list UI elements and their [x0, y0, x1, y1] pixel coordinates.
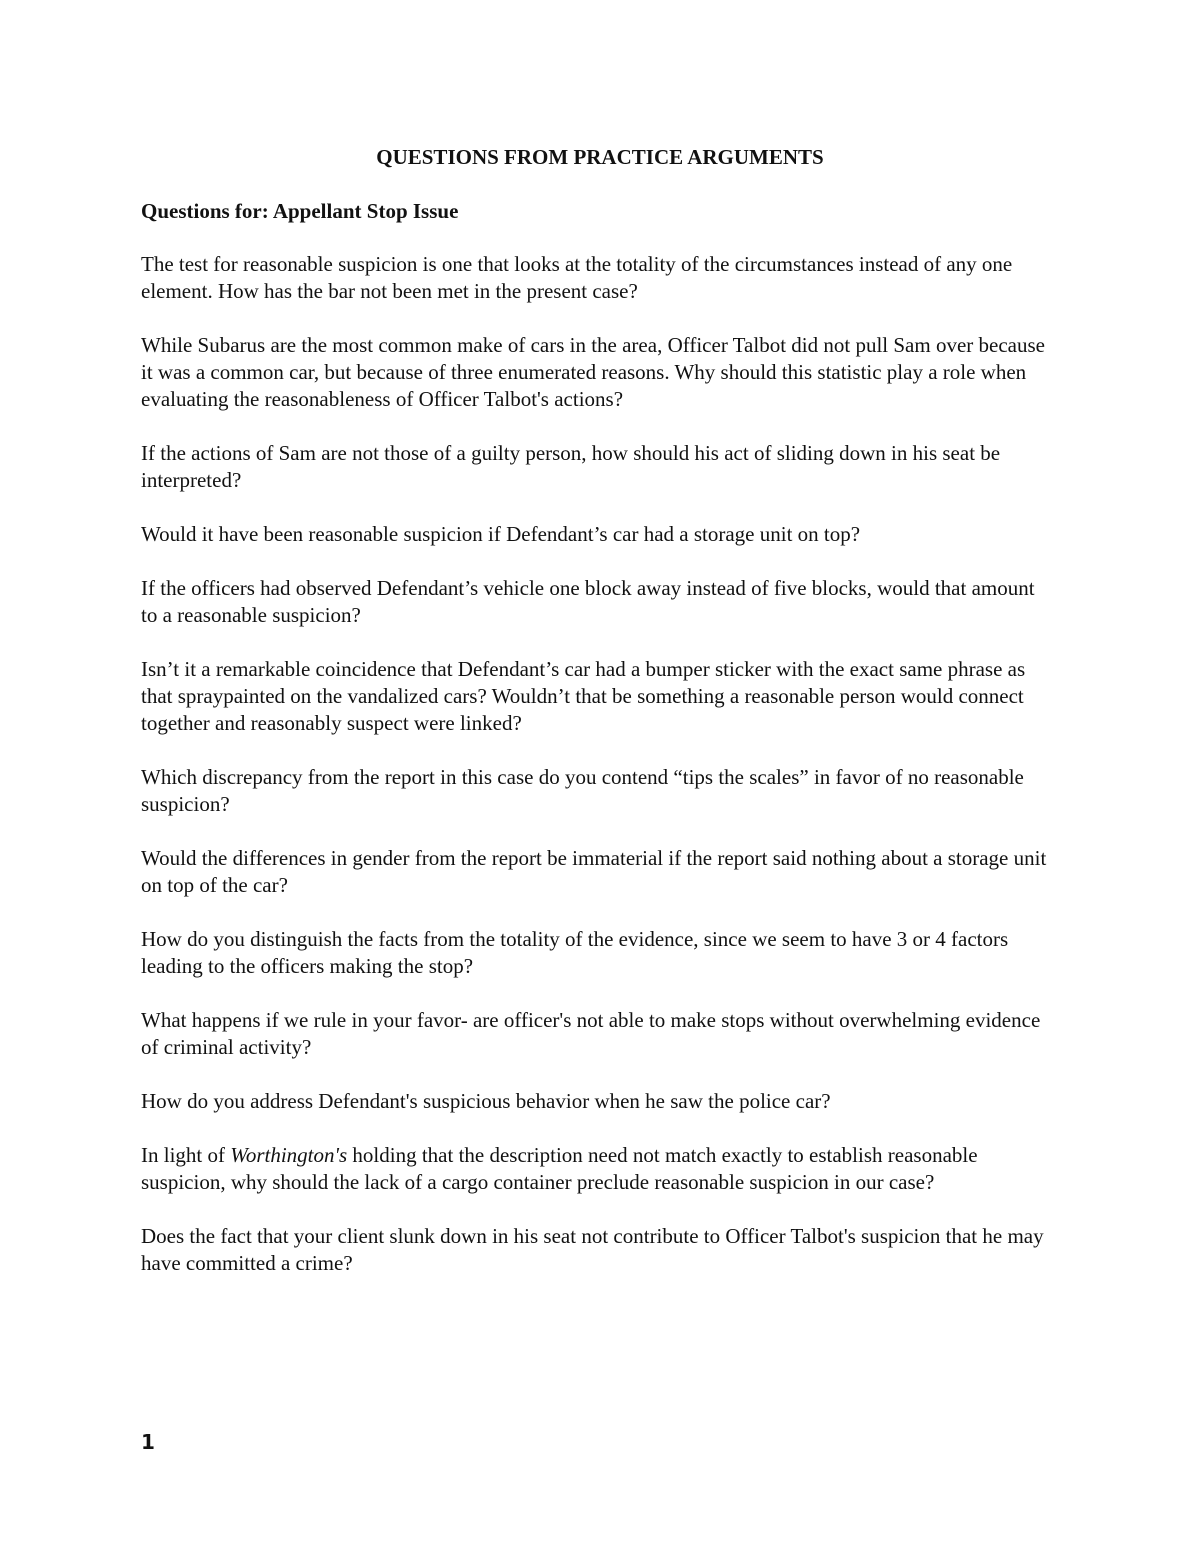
question-item: Isn’t it a remarkable coincidence that Defendant’s car had a bumper sticker with the exact same phrase as that spraypainted on the vandalized cars? Wouldn’t that be something a reasonable person would connect together and reasonably suspect were linked?: [141, 657, 1026, 735]
question-item: How do you address Defendant's suspicious behavior when he saw the police car?: [141, 1089, 831, 1113]
question-text: In light of: [141, 1143, 231, 1167]
question-item: What happens if we rule in your favor- are officer's not able to make stops without overwhelming evidence of criminal activity?: [141, 1008, 1041, 1059]
question-item: While Subarus are the most common make of cars in the area, Officer Talbot did not pull Sam over because it was a common car, but because of three enumerated reasons. Why should this statistic play a role when evaluating the reasonableness of Officer Talbot's actions?: [141, 333, 1045, 411]
section-heading: Questions for: Appellant Stop Issue: [141, 199, 459, 223]
question-item: The test for reasonable suspicion is one that looks at the totality of the circumstances instead of any one element. How has the bar not been met in the present case?: [141, 252, 1013, 303]
question-text: holding that the description need not match exactly to establish reasonable suspicion, why should the lack of a cargo container preclude reasonable suspicion in our case?: [141, 1143, 978, 1194]
question-item: How do you distinguish the facts from the totality of the evidence, since we seem to have 3 or 4 factors leading to the officers making the stop?: [141, 927, 1009, 978]
document-title: QUESTIONS FROM PRACTICE ARGUMENTS: [376, 145, 824, 169]
question-item: Which discrepancy from the report in this case do you contend “tips the scales” in favor of no reasonable suspicion?: [141, 765, 1024, 816]
question-item: Would the differences in gender from the report be immaterial if the report said nothing about a storage unit on top of the car?: [141, 846, 1047, 897]
case-name: Worthington's: [230, 1143, 348, 1167]
question-item: [141, 1142, 1056, 1196]
question-item: Does the fact that your client slunk down in his seat not contribute to Officer Talbot's suspicion that he may have committed a crime?: [141, 1224, 1044, 1275]
question-list: [141, 251, 1056, 1304]
question-item: If the actions of Sam are not those of a guilty person, how should his act of sliding down in his seat be interpreted?: [141, 441, 1001, 492]
question-item: If the officers had observed Defendant’s vehicle one block away instead of five blocks, would that amount to a reasonable suspicion?: [141, 576, 1035, 627]
question-item: Would it have been reasonable suspicion if Defendant’s car had a storage unit on top?: [141, 522, 861, 546]
page-number: 1: [141, 1430, 155, 1454]
